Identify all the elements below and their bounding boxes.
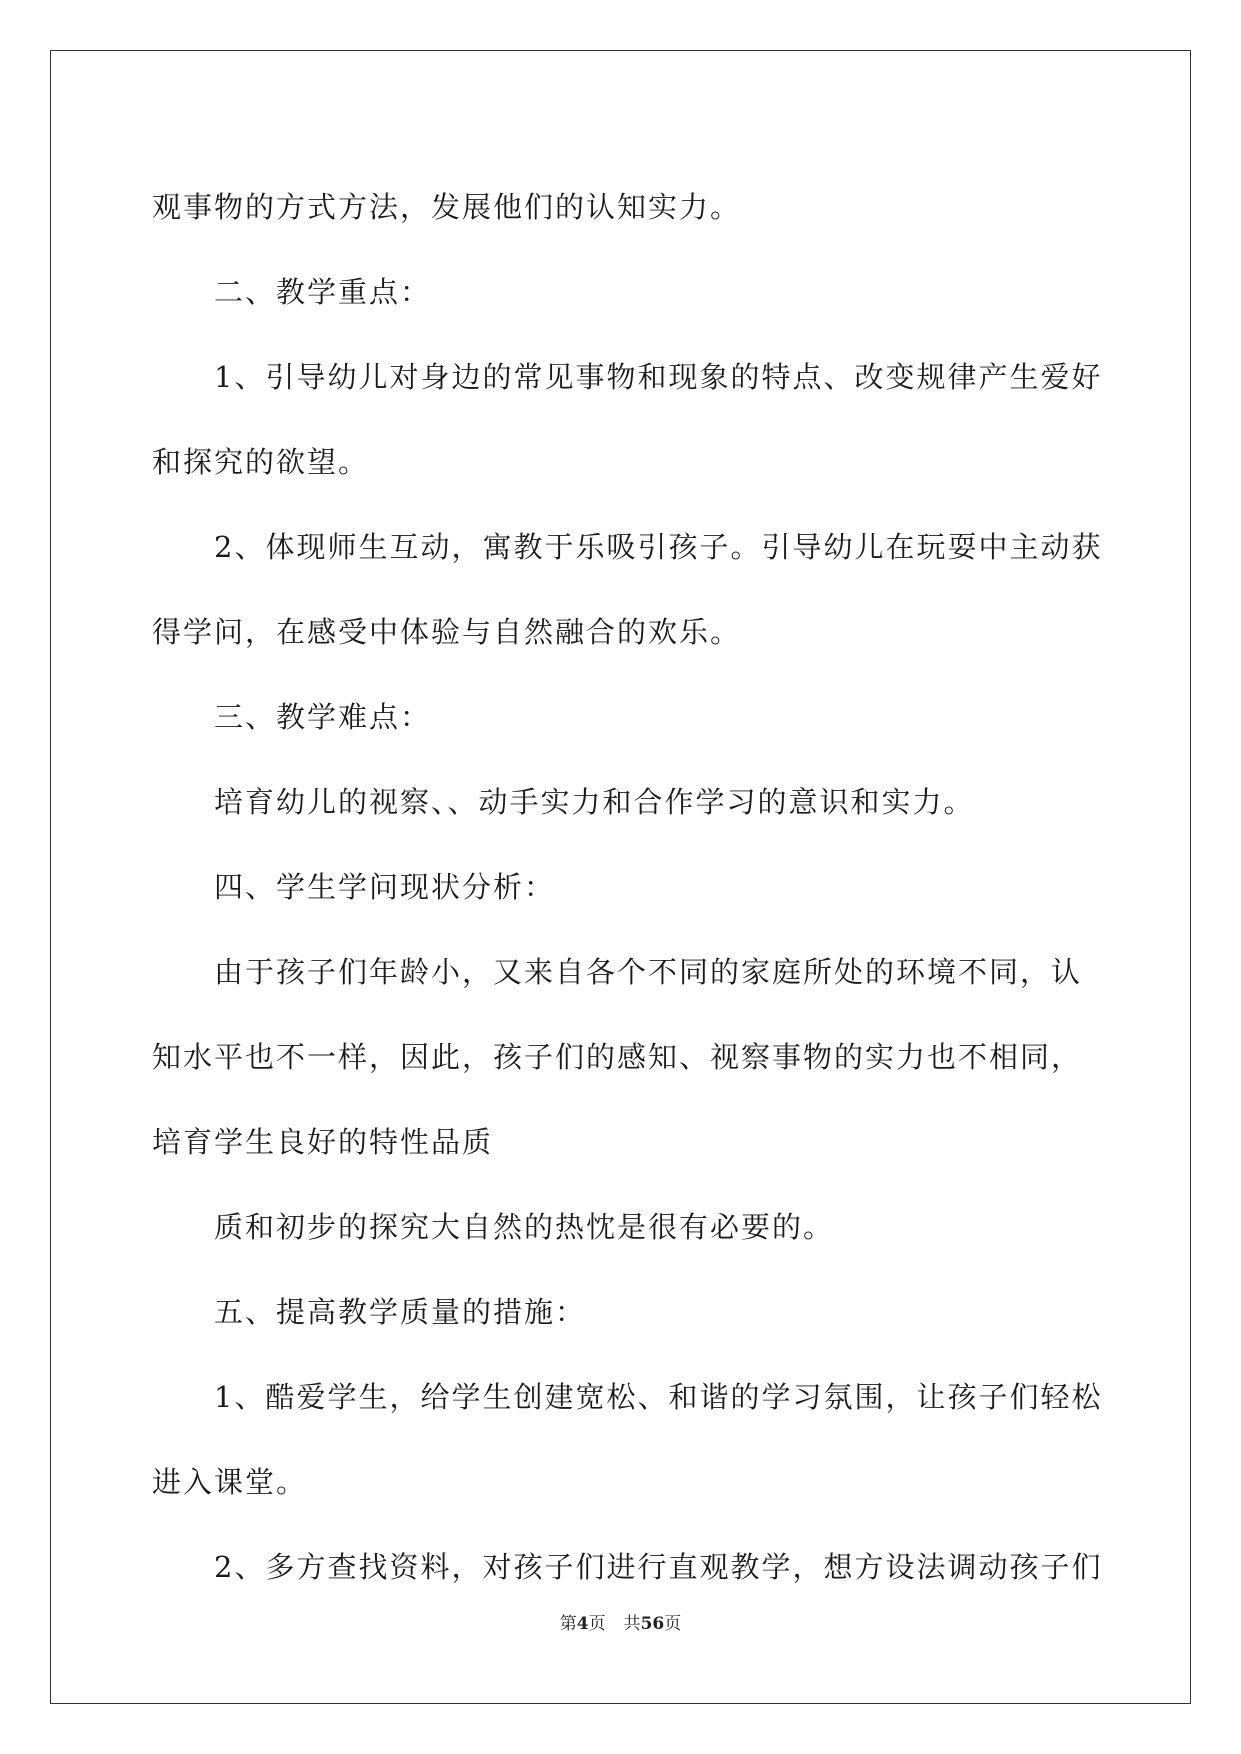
text-line: 得学问，在感受中体验与自然融合的欢乐。 bbox=[152, 615, 742, 649]
page-number: 4 bbox=[576, 1614, 589, 1634]
section-heading: 三、教学难点： bbox=[214, 700, 432, 734]
text-line: 和探究的欲望。 bbox=[152, 445, 370, 479]
document-body bbox=[152, 165, 1103, 1610]
text-line: 培育学生良好的特性品质 bbox=[152, 1125, 494, 1159]
footer-total-suffix: 页 bbox=[664, 1614, 682, 1634]
text-line: 2、体现师生互动，寓教于乐吸引孩子。引导幼儿在玩耍中主动获 bbox=[214, 530, 1103, 564]
section-heading: 四、学生学问现状分析： bbox=[214, 870, 556, 904]
text-line: 1、引导幼儿对身边的常见事物和现象的特点、改变规律产生爱好 bbox=[214, 360, 1103, 394]
text-line: 质和初步的探究大自然的热忱是很有必要的。 bbox=[214, 1210, 835, 1244]
text-line: 进入课堂。 bbox=[152, 1465, 308, 1499]
total-pages: 56 bbox=[640, 1614, 665, 1634]
text-line: 观事物的方式方法，发展他们的认知实力。 bbox=[152, 190, 742, 224]
text-line: 培育幼儿的视察、、动手实力和合作学习的意识和实力。 bbox=[214, 785, 975, 819]
section-heading: 五、提高教学质量的措施： bbox=[214, 1295, 587, 1329]
footer-total-prefix: 共 bbox=[623, 1614, 641, 1634]
text-line: 1、酷爱学生，给学生创建宽松、和谐的学习氛围，让孩子们轻松 bbox=[214, 1380, 1103, 1414]
footer-prefix: 第 bbox=[559, 1614, 577, 1634]
page-footer bbox=[0, 1612, 1241, 1636]
footer-page-suffix: 页 bbox=[588, 1614, 606, 1634]
text-line: 2、多方查找资料，对孩子们进行直观教学，想方设法调动孩子们 bbox=[214, 1550, 1103, 1584]
text-line: 知水平也不一样，因此，孩子们的感知、视察事物的实力也不相同， bbox=[152, 1040, 1083, 1074]
text-line: 由于孩子们年龄小，又来自各个不同的家庭所处的环境不同，认 bbox=[214, 955, 1083, 989]
section-heading: 二、教学重点： bbox=[214, 275, 432, 309]
